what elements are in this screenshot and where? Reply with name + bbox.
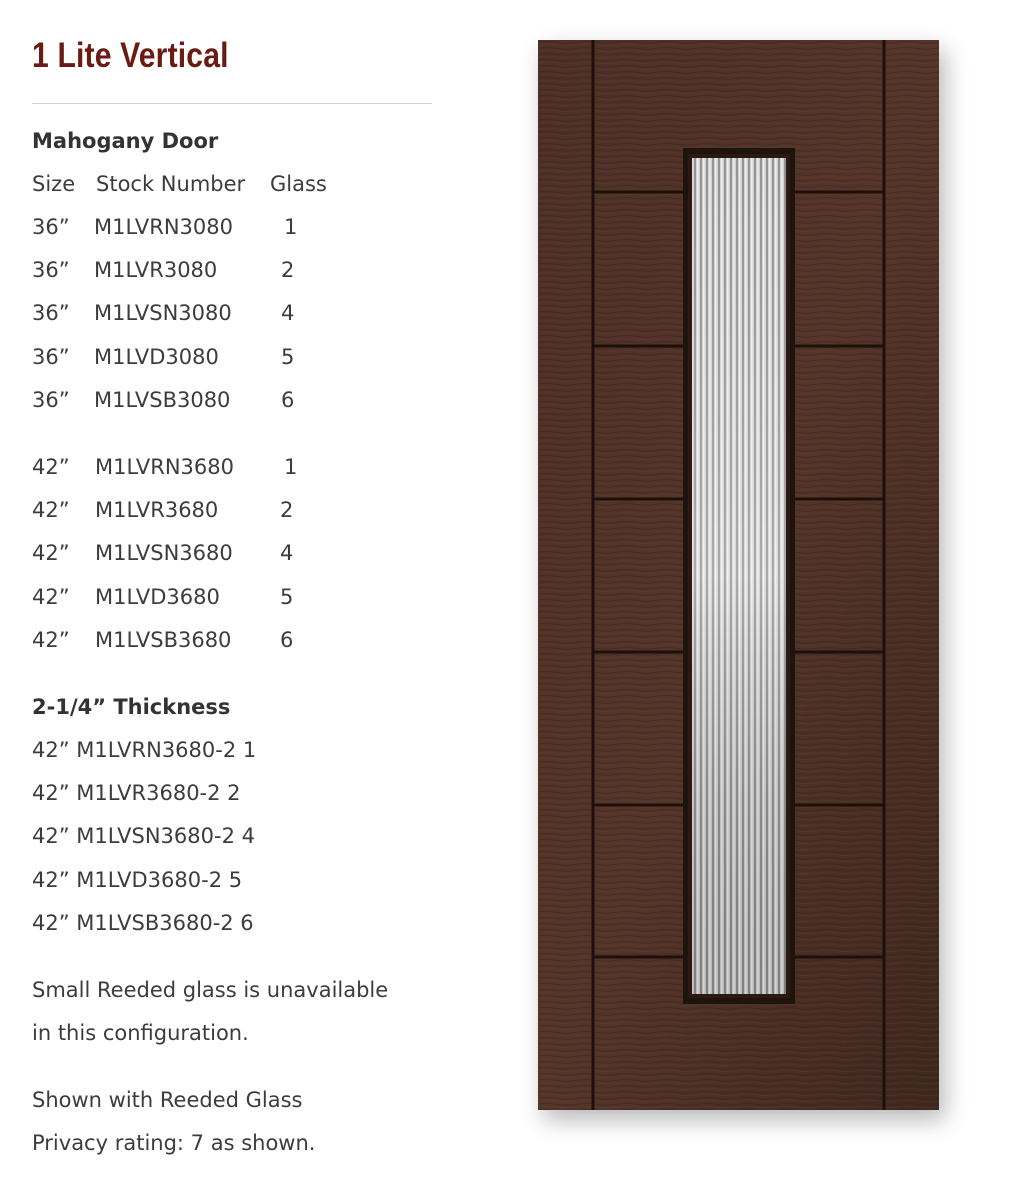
row-stock-number: M1LVRN3680 [95,455,234,479]
row-glass: 4 [281,301,295,325]
row-stock-number: M1LVR3680 [95,498,219,522]
row-stock-number: M1LVD3080 [94,345,219,369]
table-row [32,454,432,480]
table-row [32,214,432,240]
row-glass: 6 [280,628,294,652]
table-row [32,344,432,370]
row-size: 42” [32,585,70,609]
row-size: 36” [32,345,70,369]
list-item: 42” M1LVD3680-2 5 [32,868,243,892]
row-stock-number: M1LVSB3680 [95,628,232,652]
header-glass: Glass [270,172,327,196]
row-glass: 2 [280,498,294,522]
header-size: Size [32,172,76,196]
row-glass: 1 [284,455,298,479]
row-stock-number: M1LVSB3080 [94,388,231,412]
list-item: 42” M1LVSN3680-2 4 [32,824,255,848]
row-glass: 6 [281,388,295,412]
row-stock-number: M1LVSN3680 [95,541,233,565]
row-size: 36” [32,258,70,282]
note-privacy-rating: Privacy rating: 7 as shown. [32,1131,316,1155]
page-title: 1 Lite Vertical [32,36,229,75]
table-row [32,627,432,653]
note-shown-with: Shown with Reeded Glass [32,1088,303,1112]
table-row [32,497,432,523]
row-stock-number: M1LVD3680 [95,585,220,609]
row-size: 36” [32,388,70,412]
row-size: 36” [32,215,70,239]
table-row [32,540,432,566]
table-row [32,387,432,413]
row-stock-number: M1LVSN3080 [94,301,232,325]
section-heading-mahogany: Mahogany Door [32,129,219,153]
row-size: 42” [32,541,70,565]
table-header [32,171,432,197]
door-illustration [538,40,939,1110]
note-unavailable-line2: in this configuration. [32,1021,249,1045]
row-size: 36” [32,301,70,325]
list-item: 42” M1LVR3680-2 2 [32,781,241,805]
list-item: 42” M1LVSB3680-2 6 [32,911,254,935]
row-size: 42” [32,455,70,479]
table-row [32,300,432,326]
title-divider [32,103,432,104]
row-glass: 1 [284,215,298,239]
row-glass: 5 [281,345,295,369]
row-glass: 2 [281,258,295,282]
table-row [32,584,432,610]
row-size: 42” [32,628,70,652]
row-glass: 5 [280,585,294,609]
section-heading-thickness: 2-1/4” Thickness [32,695,231,719]
note-unavailable-line1: Small Reeded glass is unavailable [32,978,389,1002]
row-stock-number: M1LVR3080 [94,258,218,282]
row-glass: 4 [280,541,294,565]
row-size: 42” [32,498,70,522]
list-item: 42” M1LVRN3680-2 1 [32,738,257,762]
row-stock-number: M1LVRN3080 [94,215,233,239]
header-stock-number: Stock Number [96,172,246,196]
table-row [32,257,432,283]
door-image [538,40,939,1110]
